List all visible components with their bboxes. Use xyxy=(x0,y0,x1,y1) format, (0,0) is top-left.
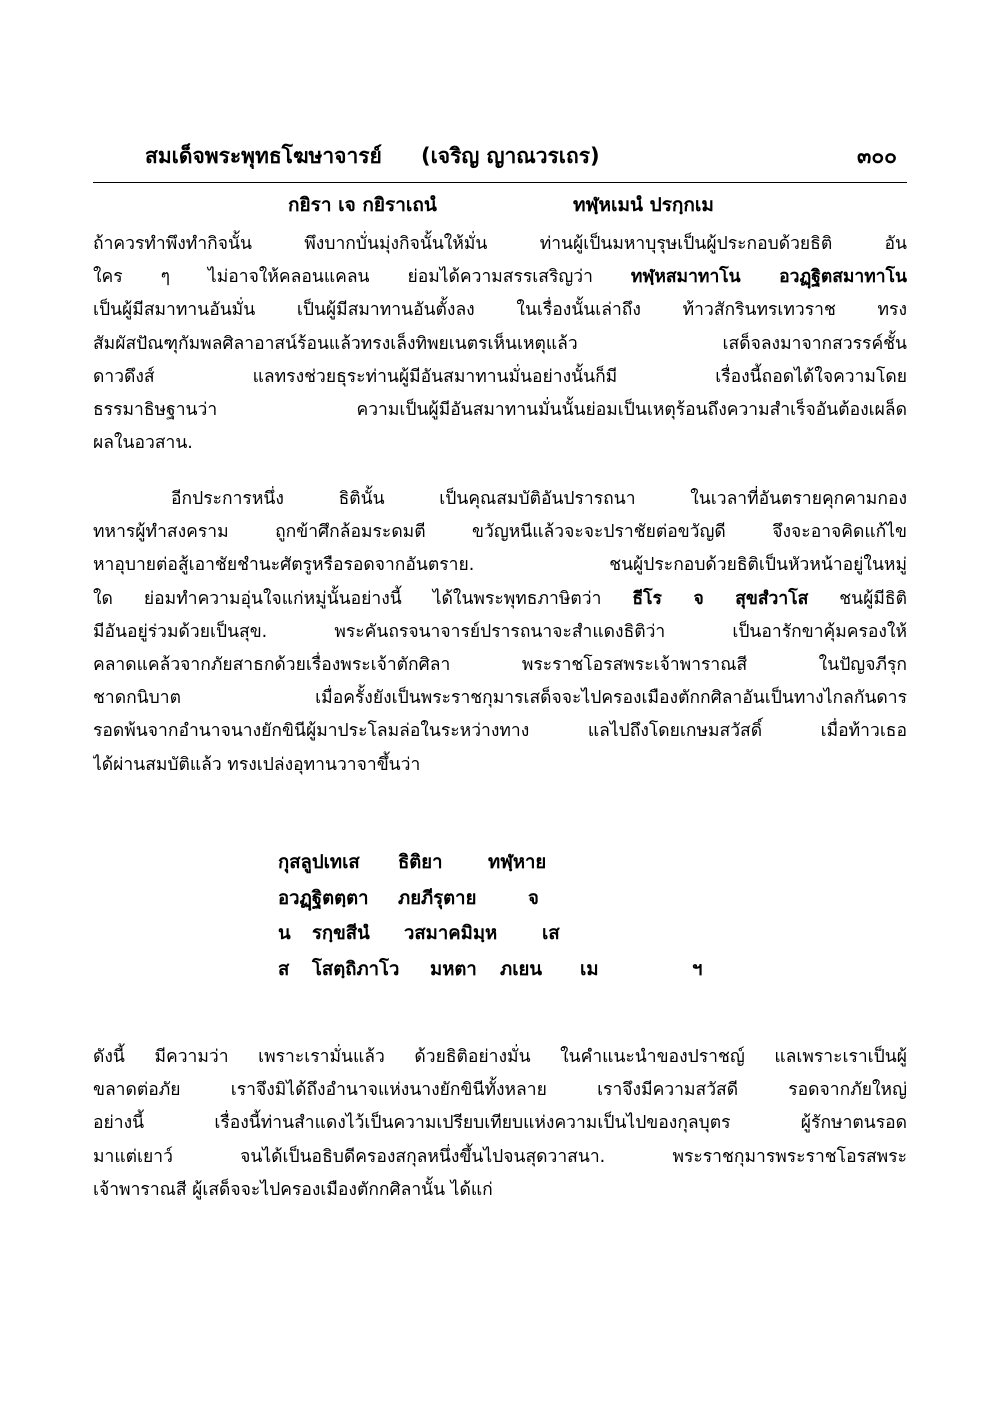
verse-word: โสตฺถิภาโว xyxy=(312,958,400,980)
verse-word: กุสลูปเทเส xyxy=(278,852,360,873)
running-header xyxy=(93,140,907,182)
text-run: ใด ย่อมทำความอุ่นใจแก่หมู่นั้นอย่างนี้ ได้ในพระพุทธภาษิตว่า xyxy=(93,588,633,609)
verse-word: ส xyxy=(278,958,290,980)
text-line: มาแต่เยาว์ จนได้เป็นอธิบดีครองสกุลหนึ่งขึ้นไปจนสุดวาสนา. พระราชกุมารพระราชโอรสพระ xyxy=(93,1146,907,1167)
text-line: อย่างนี้ เรื่องนี้ท่านสำแดงไว้เป็นความเปรียบเทียบแห่งความเป็นไปของกุลบุตร ผู้รักษาตนรอด xyxy=(93,1113,907,1134)
page-number: ๓๐๐ xyxy=(857,144,897,168)
header-title: สมเด็จพระพุทธโฆษาจารย์ xyxy=(145,144,382,168)
text-line: ดังนี้ มีความว่า เพราะเรามั่นแล้ว ด้วยธิติอย่างมั่น ในคำแนะนำของปราชญ์ แลเพราะเราเป็นผู้ xyxy=(93,1047,907,1067)
text-line: หาอุบายต่อสู้เอาชัยชำนะศัตรูหรือรอดจากอันตราย. ชนผู้ประกอบด้วยธิติเป็นหัวหน้าอยู่ในหมู่ xyxy=(93,555,907,576)
pali-term: ธีโร จ สุขสํวาโส xyxy=(632,588,809,609)
verse-word: ภยภีรุตาย xyxy=(398,887,477,909)
paragraph-2 xyxy=(93,483,907,782)
pali-verse xyxy=(278,845,798,987)
text-line: ธรรมาธิษฐานว่า ความเป็นผู้มีอันสมาทานมั่นนั้นย่อมเป็นเหตุร้อนถึงความสำเร็จอันต้องเผล็ด xyxy=(93,399,907,420)
text-line: ขลาดต่อภัย เราจึงมิได้ถึงอำนาจแห่งนางยักขินีทั้งหลาย เราจึงมีความสวัสดี รอดจากภัยใหญ่ xyxy=(93,1080,907,1101)
text-line: คลาดแคล้วจากภัยสาธกด้วยเรื่องพระเจ้าตักศิลา พระราชโอรสพระเจ้าพาราณสี ในปัญจภีรุก xyxy=(93,654,907,675)
header-subtitle: (เจริญ ญาณวรเถร) xyxy=(421,144,600,168)
verse-word: น xyxy=(278,923,291,944)
text-line: อีกประการหนึ่ง ธิตินั้น เป็นคุณสมบัติอันปรารถนา ในเวลาที่อันตรายคุกคามกอง xyxy=(171,489,907,509)
text-line: ผลในอวสาน. xyxy=(93,433,193,454)
opening-verse xyxy=(93,190,907,222)
text-line: ชาดกนิบาต เมื่อครั้งยังเป็นพระราชกุมารเสด็จจะไปครองเมืองตักกศิลาอันเป็นทางไกลกันดาร xyxy=(93,688,907,709)
text-line: เจ้าพาราณสี ผู้เสด็จจะไปครองเมืองตักกศิลานั้น ได้แก่ xyxy=(93,1179,493,1200)
verse-line xyxy=(278,952,798,988)
opening-verse-part-1: กยิรา เจ กยิราเถนํ xyxy=(288,194,437,216)
text-line xyxy=(93,583,907,616)
verse-line xyxy=(278,916,798,952)
text-line: มีอันอยู่ร่วมด้วยเป็นสุข. พระคันถรจนาจารย์ปรารถนาจะสำแดงธิติว่า เป็นอารักขาคุ้มครองให้ xyxy=(93,621,907,642)
verse-word: รกฺขสีนํ xyxy=(312,923,370,944)
verse-word: ภเยน xyxy=(500,958,543,980)
text-line: เป็นผู้มีสมาทานอันมั่น เป็นผู้มีสมาทานอันตั้งลง ในเรื่องนั้นเล่าถึง ท้าวสักรินทรเทวราช ทรง xyxy=(93,300,907,321)
verse-word: เส xyxy=(542,923,560,944)
text-line: รอดพ้นจากอำนาจนางยักขินีผู้มาประโลมล่อในระหว่างทาง แลไปถึงโดยเกษมสวัสดิ์ เมื่อท้าวเธอ xyxy=(93,721,907,742)
text-line xyxy=(93,261,907,294)
verse-word: ทฬฺหาย xyxy=(488,852,547,873)
verse-end-mark: ฯ xyxy=(692,958,703,980)
verse-word: วสมาคมิมฺห xyxy=(404,923,498,944)
header-rule xyxy=(93,182,907,183)
paragraph-1 xyxy=(93,228,907,460)
paragraph-3 xyxy=(93,1041,907,1207)
verse-word: มหตา xyxy=(430,958,477,980)
text-run: ชนผู้มีธิติ xyxy=(808,588,907,609)
verse-word: อวฏฺฐิตตฺตา xyxy=(278,887,369,909)
pali-term: ทฬฺหสมาทาโน อวฏฺฐิตสมาทาโน xyxy=(630,267,907,288)
verse-word: เม xyxy=(580,958,599,980)
verse-line xyxy=(278,881,798,917)
text-line: ได้ผ่านสมบัติแล้ว ทรงเปล่งอุทานวาจาขึ้นว่า xyxy=(93,754,421,775)
text-line: สัมผัสปัณฑุกัมพลศิลาอาสน์ร้อนแล้วทรงเล็งทิพยเนตรเห็นเหตุแล้ว เสด็จลงมาจากสวรรค์ชั้น xyxy=(93,333,907,354)
verse-word: จ xyxy=(528,887,539,909)
opening-verse-part-2: ทฬฺหเมนํ ปรกฺกเม xyxy=(573,194,714,216)
text-line: ทหารผู้ทำสงคราม ถูกข้าศึกล้อมระดมตี ขวัญหนีแล้วจะจะปราชัยต่อขวัญดี จึงจะอาจคิดแก้ไข xyxy=(93,522,907,543)
text-run: ใคร ๆ ไม่อาจให้คลอนแคลน ย่อมได้ความสรรเสริญว่า xyxy=(93,267,631,288)
verse-word: ธิติยา xyxy=(398,852,443,873)
text-line: ดาวดึงส์ แลทรงช่วยธุระท่านผู้มีอันสมาทานมั่นอย่างนั้นก็มี เรื่องนี้ถอดได้ใจความโดย xyxy=(93,366,907,387)
verse-line xyxy=(278,845,798,881)
text-line: ถ้าควรทำพึงทำกิจนั้น พึงบากบั่นมุ่งกิจนั้นให้มั่น ท่านผู้เป็นมหาบุรุษเป็นผู้ประกอบด้วยธิติ อัน xyxy=(93,234,907,254)
